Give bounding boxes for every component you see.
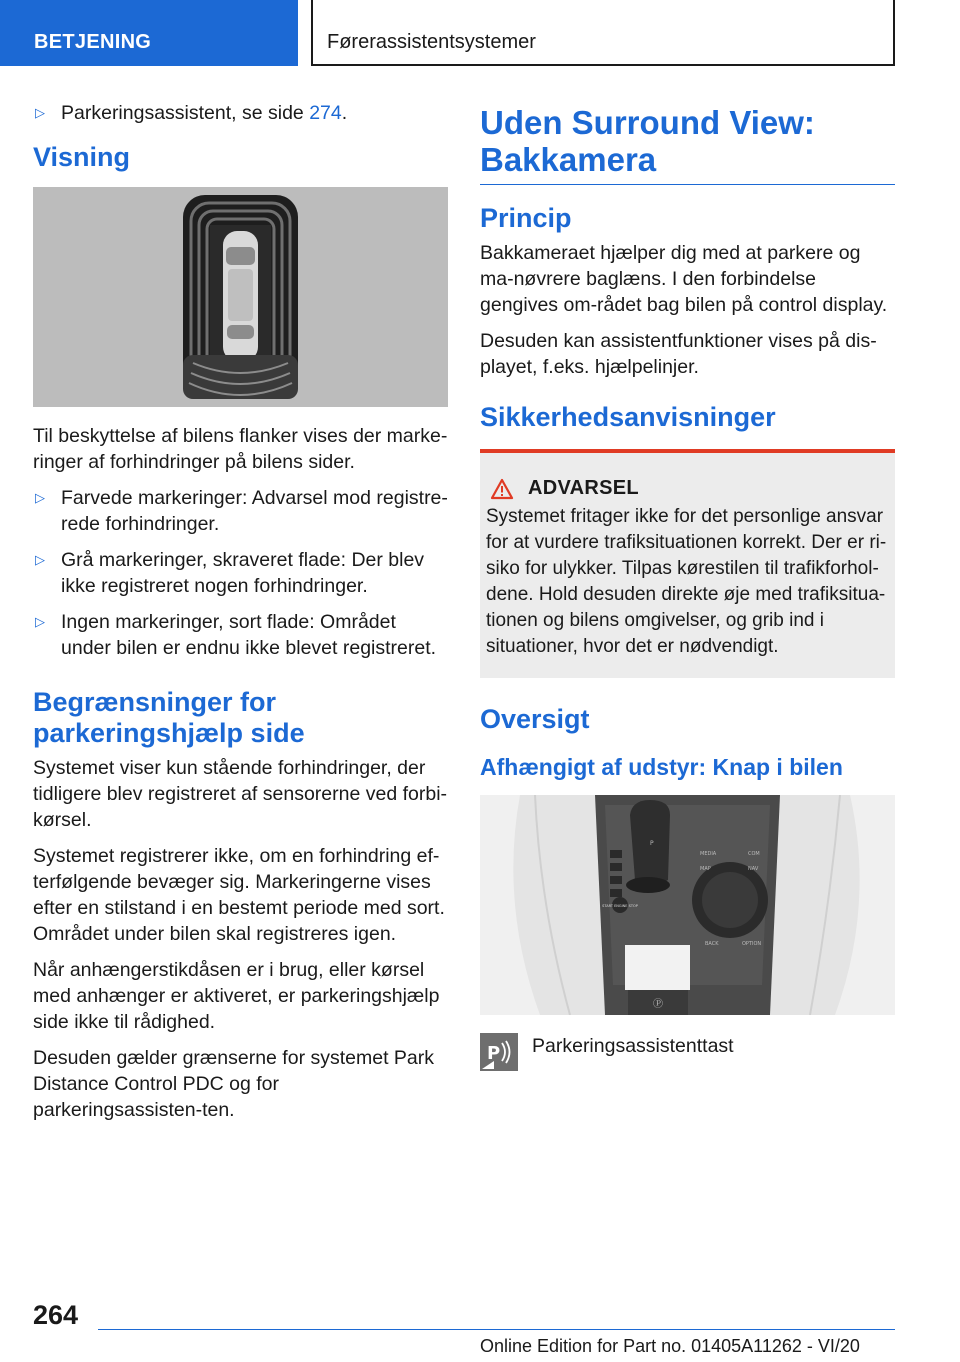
visning-heading: Visning (33, 142, 131, 172)
list-item-text: Farvede markeringer: Advarsel mod registre-rede forhindringer. (61, 487, 448, 535)
svg-text:P: P (487, 1043, 501, 1064)
page-number: 264 (33, 1300, 79, 1330)
center-console-illustration (480, 795, 895, 1015)
warning-title: ADVARSEL (528, 477, 639, 499)
nav-label: NAV (748, 866, 759, 872)
visning-paragraph: Til beskyttelse af bilens flanker vises der marke-ringer af forhindringer på bilens sider. (33, 425, 448, 473)
intro-bullet-suffix: . (341, 102, 348, 124)
warning-header (486, 477, 889, 500)
bullet-triangle-icon: ▷ (35, 105, 45, 120)
warning-box (480, 449, 895, 678)
media-label: MEDIA (700, 851, 717, 857)
princip-heading: Princip (480, 203, 572, 233)
princip-paragraph: Bakkameraet hjælper dig med at parkere og ma-nøvrere baglæns. I den forbindelse gengives om-rådet bag bilen på control display. (480, 242, 888, 316)
overview-heading: Oversigt (480, 704, 590, 734)
limits-paragraph: Når anhængerstikdåsen er i brug, eller kørsel med anhænger er aktiveret, er parkeringshjælp side ikke til rådighed. (33, 959, 440, 1033)
bullet-triangle-icon: ▷ (35, 490, 45, 505)
side-parking-display-image (33, 187, 448, 407)
warning-text: Systemet fritager ikke for det personlige ansvar for at vurdere trafiksituationen korrekt. Der er ri-siko for ulykker. Tilpas kørestilen til trafikforhol-dene. Hold desuden direkte øje med trafiksitua-tionen og bilens omgivelser, og grib ind i situationer, hvor det er nødvendigt. (486, 506, 887, 657)
list-item (33, 547, 448, 599)
bullet-triangle-icon: ▷ (35, 614, 45, 629)
page-link-274[interactable]: 274 (309, 102, 342, 124)
equipment-heading: Afhængigt af udstyr: Knap i bilen (480, 754, 843, 780)
header-chapter-tab (311, 0, 895, 66)
limits-heading: Begrænsninger for parkeringshjælp side (33, 687, 305, 748)
princip-paragraph: Desuden kan assistentfunktioner vises på dis-playet, f.eks. hjælpelinjer. (480, 330, 877, 378)
header-chapter-label: Førerassistentsystemer (327, 31, 536, 53)
right-column (480, 104, 895, 1071)
main-heading: Uden Surround View: Bakkamera (480, 104, 815, 178)
left-column (33, 100, 448, 1133)
list-item-text: Grå markeringer, skraveret flade: Der blev ikke registreret nogen forhindringer. (61, 549, 425, 597)
map-label: MAP (700, 866, 711, 872)
header-section-label: BETJENING (34, 31, 152, 53)
back-label: BACK (705, 941, 719, 947)
center-console-image (480, 795, 895, 1015)
start-stop-label: START ENGINE STOP (602, 904, 638, 908)
list-item (33, 609, 448, 661)
header-section-tab (0, 0, 298, 66)
footer-divider (98, 1329, 895, 1330)
list-item-text: Ingen markeringer, sort flade: Området under bilen er endnu ikke blevet registreret. (61, 611, 437, 659)
main-heading-block (480, 104, 895, 185)
warning-triangle-icon (490, 478, 514, 500)
svg-text:Ⓟ: Ⓟ (653, 999, 663, 1010)
p-label: P (650, 840, 654, 847)
limits-paragraph: Systemet viser kun stående forhindringer, der tidligere blev registreret af sensorerne ved forbi-kørsel. (33, 757, 448, 831)
car-top-view-illustration (33, 187, 448, 407)
footer-edition: Online Edition for Part no. 01405A11262 - VI/20 (480, 1336, 860, 1356)
intro-bullet-text: Parkeringsassistent, se side (61, 102, 310, 124)
limits-paragraph: Systemet registrerer ikke, om en forhindring ef-terfølgende bevæger sig. Markeringerne vises efter en stilstand i en bestemt periode med sort. Området under bilen skal registreres igen. (33, 845, 445, 945)
button-caption: Parkeringsassistenttast (532, 1035, 734, 1057)
option-label: OPTION (742, 941, 762, 947)
safety-heading: Sikkerhedsanvisninger (480, 402, 776, 432)
button-caption-row (480, 1033, 895, 1071)
com-label: COM (748, 851, 760, 857)
bullet-triangle-icon: ▷ (35, 552, 45, 567)
parking-assistant-button-icon (480, 1033, 518, 1071)
limits-paragraph: Desuden gælder grænserne for systemet Park Distance Control PDC og for parkeringsassisten-ten. (33, 1047, 435, 1121)
intro-bullet (33, 100, 448, 126)
list-item (33, 485, 448, 537)
